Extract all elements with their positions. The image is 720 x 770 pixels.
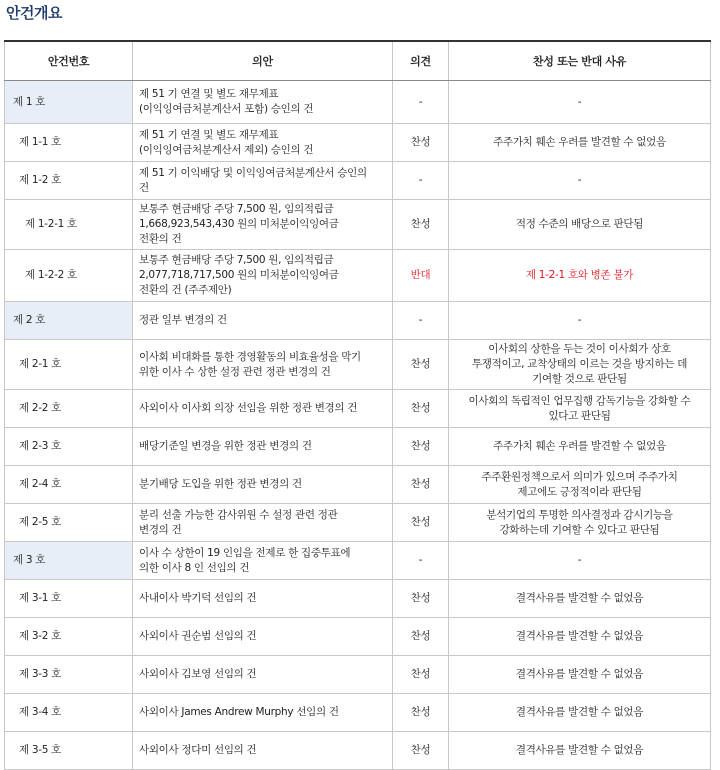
reason-cell: 이사회의 독립적인 업무집행 감독기능을 강화할 수 있다고 판단됨 [449, 390, 711, 428]
reason-cell: 결격사유를 발견할 수 없었음 [449, 694, 711, 732]
opinion-cell: - [393, 302, 449, 340]
agenda-no-cell: 제 2-1 호 [5, 340, 133, 390]
agenda-no-cell: 제 3-4 호 [5, 694, 133, 732]
agenda-no-cell: 제 2-3 호 [5, 428, 133, 466]
reason-cell: 주주가치 훼손 우려를 발견할 수 없었음 [449, 124, 711, 162]
table-row [5, 81, 711, 124]
opinion-cell: 찬성 [393, 340, 449, 390]
header-agenda-no: 안건번호 [5, 41, 133, 81]
opinion-cell: - [393, 81, 449, 124]
table-row [5, 162, 711, 200]
header-agenda: 의안 [133, 41, 393, 81]
opinion-cell: 찬성 [393, 124, 449, 162]
agenda-cell: 제 51 기 이익배당 및 이익잉여금처분계산서 승인의 건 [133, 162, 393, 200]
agenda-cell: 정관 일부 변경의 건 [133, 302, 393, 340]
table-header-row [5, 41, 711, 81]
table-row [5, 466, 711, 504]
agenda-no-cell: 제 3-2 호 [5, 618, 133, 656]
agenda-no-cell: 제 2 호 [5, 302, 133, 340]
opinion-cell: 찬성 [393, 694, 449, 732]
agenda-cell: 이사 수 상한이 19 인임을 전제로 한 집중투표에 의한 이사 8 인 선임의 건 [133, 542, 393, 580]
reason-cell: 결격사유를 발견할 수 없었음 [449, 618, 711, 656]
reason-cell: 결격사유를 발견할 수 없었음 [449, 656, 711, 694]
agenda-no-cell: 제 1 호 [5, 81, 133, 124]
agenda-no-cell: 제 1-1 호 [5, 124, 133, 162]
agenda-cell: 사내이사 박기덕 선임의 건 [133, 580, 393, 618]
table-body [5, 81, 711, 770]
agenda-no-cell: 제 1-2 호 [5, 162, 133, 200]
opinion-cell: 찬성 [393, 428, 449, 466]
table-row [5, 732, 711, 770]
agenda-cell: 제 51 기 연결 및 별도 재무제표 (이익잉여금처분계산서 포함) 승인의 건 [133, 81, 393, 124]
agenda-no-cell: 제 3-5 호 [5, 732, 133, 770]
header-opinion: 의견 [393, 41, 449, 81]
reason-cell: - [449, 162, 711, 200]
agenda-no-cell: 제 2-4 호 [5, 466, 133, 504]
opinion-cell: 찬성 [393, 390, 449, 428]
agenda-no-cell: 제 1-2-2 호 [5, 250, 133, 302]
reason-cell: 결격사유를 발견할 수 없었음 [449, 580, 711, 618]
opinion-cell: 찬성 [393, 656, 449, 694]
agenda-cell: 배당기준일 변경을 위한 정관 변경의 건 [133, 428, 393, 466]
opinion-cell: - [393, 542, 449, 580]
agenda-cell: 제 51 기 연결 및 별도 재무제표 (이익잉여금처분계산서 제외) 승인의 건 [133, 124, 393, 162]
reason-cell: - [449, 302, 711, 340]
reason-cell: 적정 수준의 배당으로 판단됨 [449, 200, 711, 250]
header-reason: 찬성 또는 반대 사유 [449, 41, 711, 81]
agenda-no-cell: 제 2-5 호 [5, 504, 133, 542]
opinion-cell: 찬성 [393, 504, 449, 542]
table-row [5, 340, 711, 390]
table-row [5, 250, 711, 302]
opinion-cell: 찬성 [393, 580, 449, 618]
table-row [5, 390, 711, 428]
table-row [5, 694, 711, 732]
table-row [5, 200, 711, 250]
agenda-cell: 사외이사 James Andrew Murphy 선임의 건 [133, 694, 393, 732]
reason-cell: 주주환원정책으로서 의미가 있으며 주주가치 제고에도 긍정적이라 판단됨 [449, 466, 711, 504]
agenda-no-cell: 제 3 호 [5, 542, 133, 580]
opinion-cell: 찬성 [393, 466, 449, 504]
agenda-cell: 보통주 현금배당 주당 7,500 원, 임의적립금 1,668,923,543,430 원의 미처분이익잉여금 전환의 건 [133, 200, 393, 250]
opinion-cell: - [393, 162, 449, 200]
reason-cell: - [449, 542, 711, 580]
reason-cell: 주주가치 훼손 우려를 발견할 수 없었음 [449, 428, 711, 466]
reason-cell: 분석기업의 투명한 의사결정과 감시기능을 강화하는데 기여할 수 있다고 판단됨 [449, 504, 711, 542]
table-row [5, 504, 711, 542]
table-row [5, 124, 711, 162]
agenda-no-cell: 제 1-2-1 호 [5, 200, 133, 250]
opinion-cell: 찬성 [393, 732, 449, 770]
reason-cell: 결격사유를 발견할 수 없었음 [449, 732, 711, 770]
agenda-no-cell: 제 3-1 호 [5, 580, 133, 618]
table-row [5, 302, 711, 340]
table-row [5, 542, 711, 580]
opinion-cell: 찬성 [393, 200, 449, 250]
agenda-cell: 사외이사 정다미 선임의 건 [133, 732, 393, 770]
agenda-cell: 분리 선출 가능한 감사위원 수 설정 관련 정관 변경의 건 [133, 504, 393, 542]
table-row [5, 428, 711, 466]
agenda-table [4, 40, 711, 770]
agenda-cell: 사외이사 김보영 선임의 건 [133, 656, 393, 694]
reason-cell: - [449, 81, 711, 124]
reason-cell: 제 1-2-1 호와 병존 불가 [449, 250, 711, 302]
agenda-cell: 분기배당 도입을 위한 정관 변경의 건 [133, 466, 393, 504]
section-title: 안건개요 [6, 4, 62, 22]
table-row [5, 618, 711, 656]
opinion-cell: 찬성 [393, 618, 449, 656]
agenda-no-cell: 제 3-3 호 [5, 656, 133, 694]
table-row [5, 656, 711, 694]
table-row [5, 580, 711, 618]
opinion-cell: 반대 [393, 250, 449, 302]
agenda-cell: 이사회 비대화를 통한 경영활동의 비효율성을 막기 위한 이사 수 상한 설정 관련 정관 변경의 건 [133, 340, 393, 390]
reason-cell: 이사회의 상한을 두는 것이 이사회가 상호 투쟁적이고, 교착상태의 이르는 것을 방지하는 데 기여할 것으로 판단됨 [449, 340, 711, 390]
agenda-cell: 사외이사 이사회 의장 선임을 위한 정관 변경의 건 [133, 390, 393, 428]
agenda-no-cell: 제 2-2 호 [5, 390, 133, 428]
agenda-cell: 보통주 현금배당 주당 7,500 원, 임의적립금 2,077,718,717,500 원의 미처분이익잉여금 전환의 건 (주주제안) [133, 250, 393, 302]
agenda-cell: 사외이사 권순범 선임의 건 [133, 618, 393, 656]
